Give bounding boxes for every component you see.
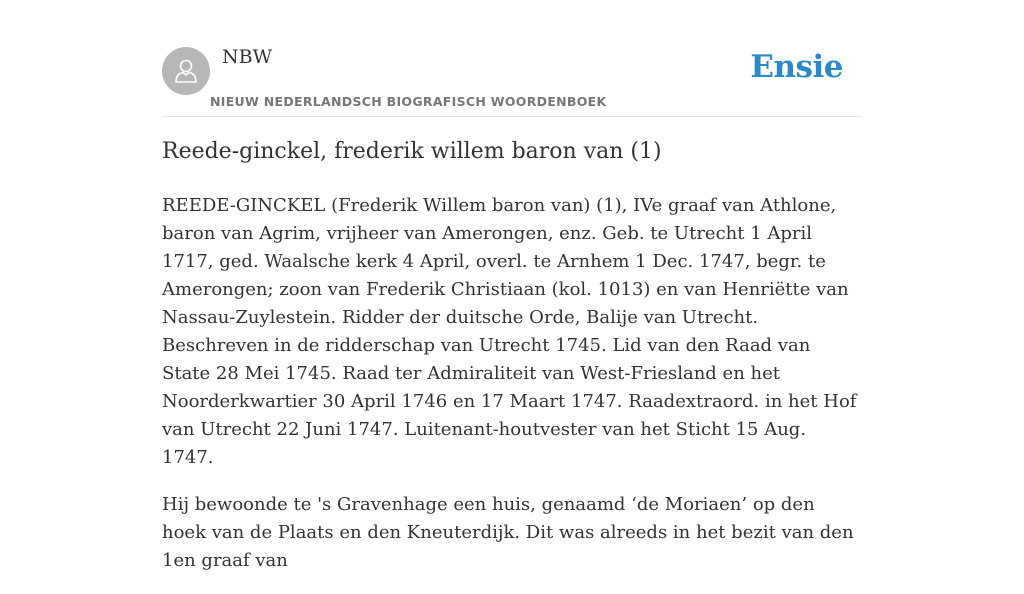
page-title: Reede-ginckel, frederik willem baron van (1) — [162, 139, 662, 164]
avatar[interactable] — [162, 47, 210, 95]
author-name[interactable]: NBW — [222, 46, 273, 68]
article-paragraph: REEDE-GINCKEL (Frederik Willem baron van) (1), IVe graaf van Athlone, baron van Agrim, vrijheer van Amerongen, enz. Geb. te Utrecht 1 April 1717, ged. Waalsche kerk 4 April, overl. te Arnhem 1 Dec. 1747, begr. te Amerongen; zoon van Frederik Christiaan (kol. 1013) en van Henriëtte van Nassau-Zuylestein. Ridder der duitsche Orde, Balije van Utrecht. Beschreven in de ridderschap van Utrecht 1745. Lid van den Raad van State 28 Mei 1745. Raad ter Admiraliteit van West-Friesland en het Noorderkwartier 30 April 1746 en 17 Maart 1747. Raadextraord. in het Hof van Utrecht 22 Juni 1747. Luitenant-houtvester van het Sticht 15 Aug. 1747. — [162, 195, 857, 468]
publication-name[interactable]: NIEUW NEDERLANDSCH BIOGRAFISCH WOORDENBOEK — [210, 94, 607, 109]
header — [162, 46, 862, 117]
article-body — [162, 192, 862, 594]
user-icon — [171, 56, 201, 86]
article-paragraph: Hij bewoonde te 's Gravenhage een huis, genaamd ‘de Moriaen’ op den hoek van de Plaats en den Kneuterdijk. Dit was alreeds in het bezit van den 1en graaf van — [162, 494, 854, 571]
brand-logo[interactable]: Ensie — [750, 49, 843, 85]
